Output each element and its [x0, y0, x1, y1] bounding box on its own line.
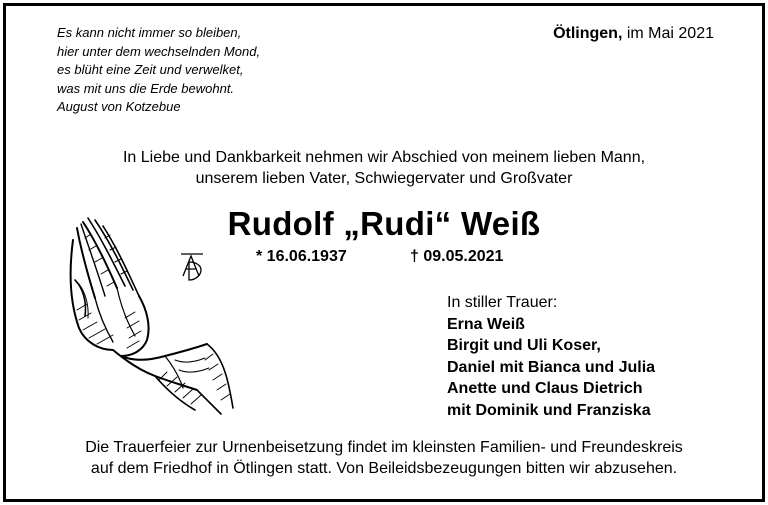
poem-line: was mit uns die Erde bewohnt.: [57, 80, 235, 96]
place: Ötlingen,: [553, 25, 623, 42]
intro-line: In Liebe und Dankbarkeit nehmen wir Abschied von meinem lieben Mann,: [122, 149, 646, 166]
mourners-list: [447, 292, 655, 421]
death-date: † 09.05.2021: [410, 248, 504, 265]
mourner-name: Birgit und Uli Koser,: [447, 337, 601, 354]
intro-line: unserem lieben Vater, Schwiegervater und Großvater: [195, 170, 573, 187]
poem-line: es blüht eine Zeit und verwelket,: [57, 62, 244, 77]
notice-line: auf dem Friedhof in Ötlingen statt. Von Beileidsbezeugungen bitten wir abzusehen.: [90, 460, 678, 477]
notice-line: Die Trauerfeier zur Urnenbeisetzung findet im kleinsten Familien- und Freundeskreis: [85, 439, 683, 456]
mourner-name: Anette und Claus Dietrich: [447, 380, 643, 397]
poem-quote: [57, 24, 357, 117]
place-date: [553, 25, 714, 43]
mourner-name: mit Dominik und Franziska: [447, 401, 651, 419]
praying-hands-icon: [55, 210, 245, 420]
mourners-lead: In stiller Trauer:: [447, 294, 558, 311]
poem-line: hier unter dem wechselnden Mond,: [57, 43, 261, 59]
birth-date: * 16.06.1937: [256, 248, 347, 265]
deceased-name: Rudolf „Rudi“ Weiß: [227, 205, 541, 242]
mourner-name: Erna Weiß: [447, 315, 525, 333]
intro-text: [0, 147, 768, 189]
monogram: [181, 254, 203, 280]
date: im Mai 2021: [626, 25, 714, 42]
mourner-name: Daniel mit Bianca und Julia: [447, 358, 656, 376]
poem-author: August von Kotzebue: [57, 99, 181, 114]
poem-line: Es kann nicht immer so bleiben,: [57, 25, 242, 40]
funeral-notice: [0, 437, 768, 479]
